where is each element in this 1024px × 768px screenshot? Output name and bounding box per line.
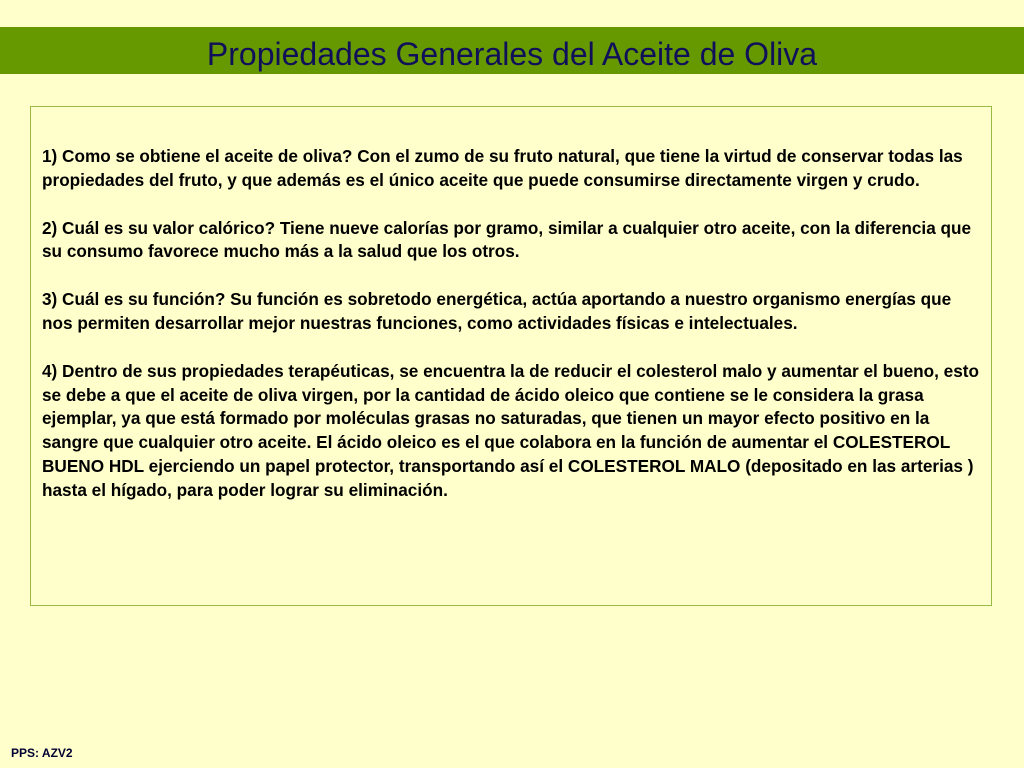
slide-title: Propiedades Generales del Aceite de Oliva — [206, 36, 818, 72]
paragraph-list — [42, 145, 982, 527]
paragraph-1: 1) Como se obtiene el aceite de oliva? Con el zumo de su fruto natural, que tiene la virtud de conservar todas las propiedades del fruto, y que además es el único aceite que puede consumirse directamente virgen y crudo. — [42, 146, 963, 190]
title-bar — [0, 27, 1024, 74]
footer-label: PPS: AZV2 — [11, 746, 73, 760]
content-box — [30, 106, 992, 606]
paragraph-4: 4) Dentro de sus propiedades terapéuticas, se encuentra la de reducir el colesterol malo y aumentar el bueno, esto se debe a que el aceite de oliva virgen, por la cantidad de ácido oleico que contiene se le considera la grasa ejemplar, ya que está formado por moléculas grasas no saturadas, que tienen un mayor efecto positivo en la sangre que cualquier otro aceite. El ácido oleico es el que colabora en la función de aumentar el COLESTEROL BUENO HDL ejerciendo un papel protector, transportando así el COLESTEROL MALO (depositado en las arterias ) hasta el hígado, para poder lograr su eliminación. — [42, 360, 980, 500]
paragraph-2: 2) Cuál es su valor calórico? Tiene nueve calorías por gramo, similar a cualquier otro aceite, con la diferencia que su consumo favorece mucho más a la salud que los otros. — [42, 217, 972, 262]
paragraph-3: 3) Cuál es su función? Su función es sobretodo energética, actúa aportando a nuestro organismo energías que nos permiten desarrollar mejor nuestras funciones, como actividades físicas e intelectuales. — [42, 289, 952, 333]
